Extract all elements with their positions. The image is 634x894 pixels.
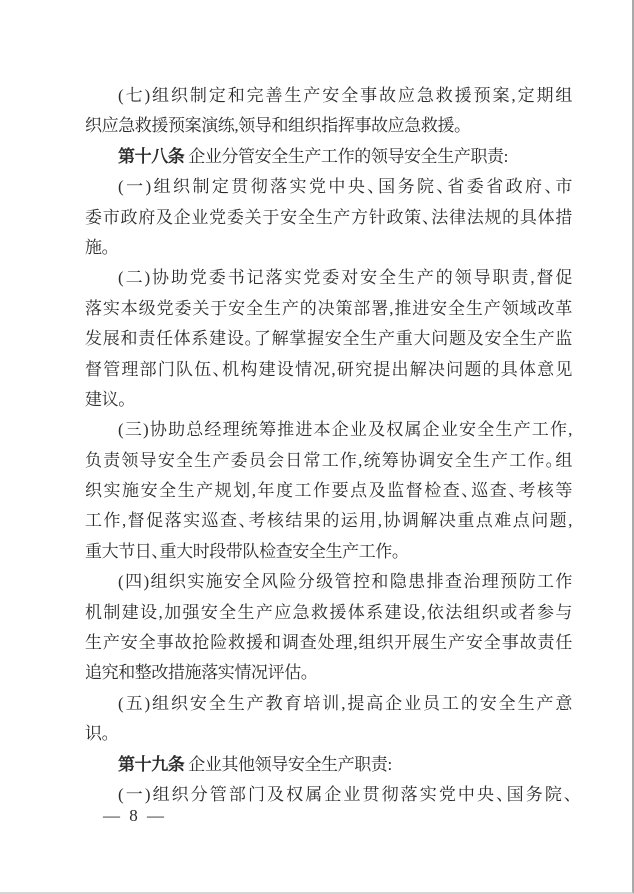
doc-line: (二)协助党委书记落实党委对安全生产的领导职责,督促: [118, 268, 572, 288]
doc-line: 追究和整改措施落实情况评估。: [85, 663, 309, 683]
article-18-title: 企业分管安全生产工作的领导安全生产职责:: [184, 146, 508, 166]
doc-line: 识。: [85, 724, 110, 744]
article-number-19: 第十九条: [118, 754, 185, 774]
doc-line: 委市政府及企业党委关于安全生产方针政策、法律法规的具体措: [85, 207, 572, 227]
doc-heading-line: [85, 142, 572, 172]
doc-line: (七)组织制定和完善生产安全事故应急救援预案,定期组: [118, 86, 572, 105]
doc-line: (一)组织制定贯彻落实党中央、国务院、省委省政府、市: [118, 177, 572, 197]
doc-line: 生产安全事故抢险救援和调查处理,组织开展生产安全事故责任: [85, 633, 572, 653]
doc-line: 工作,督促落实巡查、考核结果的运用,协调解决重点难点问题,: [85, 511, 572, 531]
doc-line: 负责领导安全生产委员会日常工作,统筹协调安全生产工作。组: [85, 450, 572, 470]
doc-line: (三)协助总经理统筹推进本企业及权属企业安全生产工作,: [118, 420, 572, 440]
doc-line: 织应急救援预案演练,领导和组织指挥事故应急救援。: [85, 116, 463, 136]
document-text-block: [85, 81, 572, 810]
article-19-title: 企业其他领导安全生产职责:: [184, 754, 392, 774]
article-number-18: 第十八条: [118, 146, 185, 166]
doc-heading-line: [85, 750, 572, 780]
doc-line: 重大节日、重大时段带队检查安全生产工作。: [85, 541, 400, 561]
doc-line: (四)组织实施安全风险分级管控和隐患排查治理预防工作: [118, 572, 572, 592]
doc-line: 建议。: [85, 389, 127, 409]
page-number: — 8 —: [103, 806, 165, 825]
doc-line: 织实施安全生产规划,年度工作要点及监督检查、巡查、考核等: [85, 481, 572, 501]
doc-line: 施。: [85, 237, 110, 257]
doc-line: 机制建设,加强安全生产应急救援体系建设,依法组织或者参与: [85, 602, 572, 622]
doc-line: (五)组织安全生产教育培训,提高企业员工的安全生产意: [118, 693, 572, 713]
doc-line: 落实本级党委关于安全生产的决策部署,推进安全生产领域改革: [85, 298, 572, 318]
doc-line: (一)组织分管部门及权属企业贯彻落实党中央、国务院、: [118, 784, 572, 804]
doc-line: 督管理部门队伍、机构建设情况,研究提出解决问题的具体意见: [85, 359, 572, 379]
doc-line: 发展和责任体系建设。了解掌握安全生产重大问题及安全生产监: [85, 329, 572, 349]
